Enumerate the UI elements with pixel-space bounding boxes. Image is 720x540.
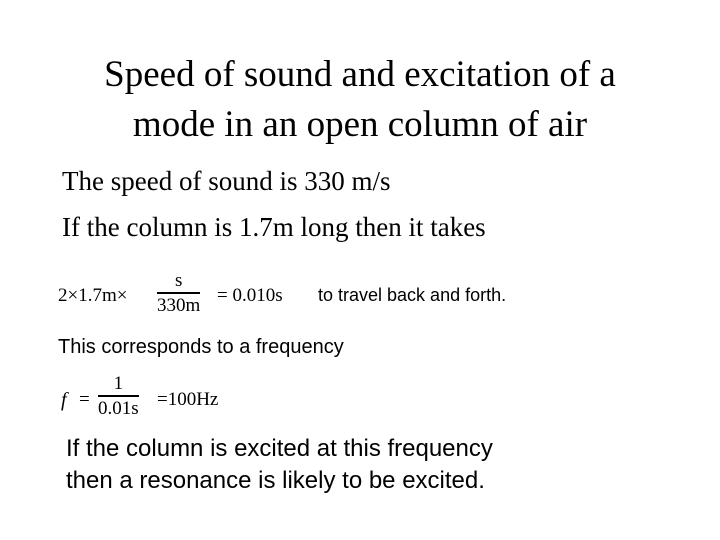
- column-length-text: If the column is 1.7m long then it takes: [62, 212, 486, 242]
- slide-title: [40, 50, 680, 150]
- frequency-result: =100Hz: [157, 389, 219, 410]
- travel-time-equation-lead: 2×1.7m×: [58, 285, 128, 306]
- frequency-intro-text: This corresponds to a frequency: [58, 336, 344, 358]
- travel-time-note: to travel back and forth.: [318, 285, 507, 305]
- slide-title-line-1: Speed of sound and excitation of a: [104, 54, 616, 95]
- travel-time-result: = 0.010s: [217, 285, 283, 306]
- conclusion-text: [66, 433, 493, 497]
- travel-time-fraction: [157, 270, 200, 318]
- speed-of-sound-text: The speed of sound is 330 m/s: [62, 166, 391, 196]
- frequency-fraction-numerator: 1: [113, 373, 124, 394]
- frequency-equals-sign: =: [79, 389, 90, 410]
- travel-time-fraction-denominator: 330m: [157, 294, 201, 316]
- conclusion-line-2: then a resonance is likely to be excited.: [66, 467, 485, 494]
- frequency-fraction: [98, 373, 139, 421]
- frequency-variable: f: [61, 389, 67, 411]
- travel-time-fraction-numerator: s: [174, 270, 183, 291]
- conclusion-line-1: If the column is excited at this frequency: [66, 435, 493, 462]
- slide-title-line-2: mode in an open column of air: [132, 104, 588, 145]
- frequency-fraction-denominator: 0.01s: [98, 397, 139, 419]
